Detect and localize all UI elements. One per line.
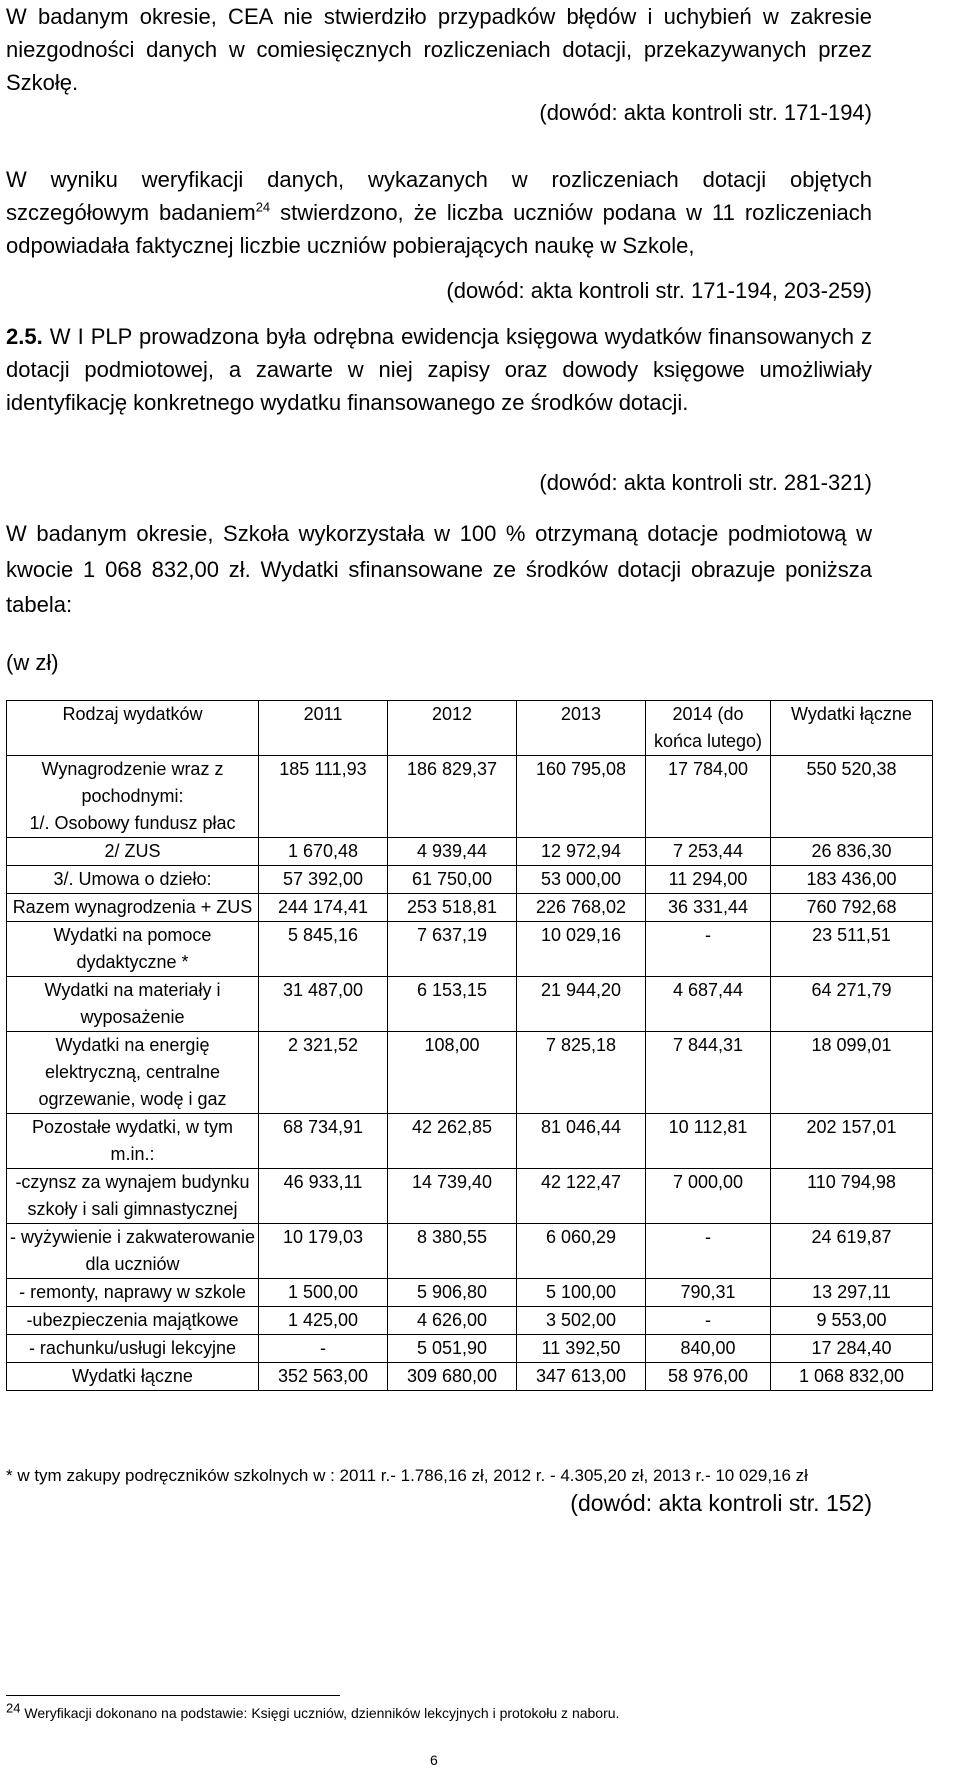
row-label-cell: - wyżywienie i zakwaterowanie dla uczniów bbox=[7, 1224, 259, 1279]
expenses-table bbox=[6, 700, 933, 1391]
table-row bbox=[7, 1363, 933, 1391]
row-label-cell: Wydatki na energię elektryczną, centralne ogrzewanie, wodę i gaz bbox=[7, 1032, 259, 1114]
value-cell: 1 068 832,00 bbox=[771, 1363, 933, 1391]
value-cell: 7 844,31 bbox=[646, 1032, 771, 1114]
table-header-cell: Wydatki łączne bbox=[771, 701, 933, 756]
value-cell: 21 944,20 bbox=[517, 977, 646, 1032]
value-cell: 347 613,00 bbox=[517, 1363, 646, 1391]
table-header-row bbox=[7, 701, 933, 756]
value-cell: 10 112,81 bbox=[646, 1114, 771, 1169]
row-label-cell: Pozostałe wydatki, w tym m.in.: bbox=[7, 1114, 259, 1169]
value-cell: 244 174,41 bbox=[259, 894, 388, 922]
value-cell: 186 829,37 bbox=[388, 756, 517, 838]
table-row bbox=[7, 1335, 933, 1363]
value-cell: - bbox=[646, 922, 771, 977]
row-label-cell: Wydatki na pomoce dydaktyczne * bbox=[7, 922, 259, 977]
table-row bbox=[7, 977, 933, 1032]
value-cell: 5 051,90 bbox=[388, 1335, 517, 1363]
table-header-cell: 2011 bbox=[259, 701, 388, 756]
paragraph-4: W badanym okresie, Szkoła wykorzystała w 100 % otrzymaną dotacje podmiotową w kwocie 1 068 832,00 zł. Wydatki sfinansowane ze środków dotacji obrazuje poniższa tabela: bbox=[6, 521, 872, 618]
table-header-cell: 2013 bbox=[517, 701, 646, 756]
table-row bbox=[7, 1032, 933, 1114]
value-cell: 81 046,44 bbox=[517, 1114, 646, 1169]
value-cell: 58 976,00 bbox=[646, 1363, 771, 1391]
value-cell: 550 520,38 bbox=[771, 756, 933, 838]
value-cell: 790,31 bbox=[646, 1279, 771, 1307]
evidence-2: (dowód: akta kontroli str. 171-194, 203-259) bbox=[446, 278, 872, 303]
table-row bbox=[7, 866, 933, 894]
paragraph-2-part-a: W wyniku weryfikacji danych, wykazanych w rozliczeniach dotacji objętych szczegółowym badaniem bbox=[6, 167, 872, 225]
table-row bbox=[7, 838, 933, 866]
row-label-cell: Wynagrodzenie wraz z pochodnymi: 1/. Osobowy fundusz płac bbox=[7, 756, 259, 838]
value-cell: 226 768,02 bbox=[517, 894, 646, 922]
evidence-3: (dowód: akta kontroli str. 281-321) bbox=[539, 470, 872, 495]
value-cell: 5 906,80 bbox=[388, 1279, 517, 1307]
value-cell: 253 518,81 bbox=[388, 894, 517, 922]
value-cell: 18 099,01 bbox=[771, 1032, 933, 1114]
value-cell: 24 619,87 bbox=[771, 1224, 933, 1279]
footnote-ref: 24 bbox=[255, 199, 271, 215]
value-cell: 202 157,01 bbox=[771, 1114, 933, 1169]
value-cell: 10 029,16 bbox=[517, 922, 646, 977]
value-cell: 7 253,44 bbox=[646, 838, 771, 866]
evidence-4: (dowód: akta kontroli str. 152) bbox=[570, 1490, 872, 1516]
paragraph-3 bbox=[6, 320, 872, 419]
value-cell: 57 392,00 bbox=[259, 866, 388, 894]
paragraph-2-part-b: stwierdzono, że liczba uczniów podana w 11 rozliczeniach odpowiadała faktycznej liczbie uczniów pobierających naukę w Szkole, bbox=[6, 200, 873, 258]
row-label-cell: - remonty, naprawy w szkole bbox=[7, 1279, 259, 1307]
value-cell: 5 845,16 bbox=[259, 922, 388, 977]
value-cell: 64 271,79 bbox=[771, 977, 933, 1032]
row-label-cell: -czynsz za wynajem budynku szkoły i sali gimnastycznej bbox=[7, 1169, 259, 1224]
value-cell: - bbox=[646, 1224, 771, 1279]
value-cell: 1 500,00 bbox=[259, 1279, 388, 1307]
table-row bbox=[7, 922, 933, 977]
value-cell: 108,00 bbox=[388, 1032, 517, 1114]
value-cell: 160 795,08 bbox=[517, 756, 646, 838]
value-cell: 26 836,30 bbox=[771, 838, 933, 866]
value-cell: 23 511,51 bbox=[771, 922, 933, 977]
value-cell: 5 100,00 bbox=[517, 1279, 646, 1307]
value-cell: 46 933,11 bbox=[259, 1169, 388, 1224]
row-label-cell: 3/. Umowa o dzieło: bbox=[7, 866, 259, 894]
value-cell: 110 794,98 bbox=[771, 1169, 933, 1224]
table-row bbox=[7, 1307, 933, 1335]
table-header-cell: Rodzaj wydatków bbox=[7, 701, 259, 756]
footnote-number: 24 bbox=[6, 1700, 21, 1716]
value-cell: 11 392,50 bbox=[517, 1335, 646, 1363]
table-header-cell: 2012 bbox=[388, 701, 517, 756]
value-cell: 840,00 bbox=[646, 1335, 771, 1363]
value-cell: 3 502,00 bbox=[517, 1307, 646, 1335]
paragraph-3-text: W I PLP prowadzona była odrębna ewidencja księgowa wydatków finansowanych z dotacji podmiotowej, a zawarte w niej zapisy oraz dowody księgowe umożliwiały identyfikację konkretnego wydatku finansowanego ze środków dotacji. bbox=[6, 324, 872, 415]
value-cell: 2 321,52 bbox=[259, 1032, 388, 1114]
row-label-cell: Wydatki na materiały i wyposażenie bbox=[7, 977, 259, 1032]
row-label-cell: -ubezpieczenia majątkowe bbox=[7, 1307, 259, 1335]
table-row bbox=[7, 1279, 933, 1307]
value-cell: 42 262,85 bbox=[388, 1114, 517, 1169]
value-cell: 4 626,00 bbox=[388, 1307, 517, 1335]
table-row bbox=[7, 1114, 933, 1169]
value-cell: 352 563,00 bbox=[259, 1363, 388, 1391]
value-cell: 8 380,55 bbox=[388, 1224, 517, 1279]
value-cell: 9 553,00 bbox=[771, 1307, 933, 1335]
row-label-cell: 2/ ZUS bbox=[7, 838, 259, 866]
value-cell: 1 670,48 bbox=[259, 838, 388, 866]
footnote bbox=[6, 1700, 620, 1721]
value-cell: 183 436,00 bbox=[771, 866, 933, 894]
table-row bbox=[7, 756, 933, 838]
value-cell: 17 284,40 bbox=[771, 1335, 933, 1363]
paragraph-1: W badanym okresie, CEA nie stwierdziło przypadków błędów i uchybień w zakresie niezgodności danych w comiesięcznych rozliczeniach dotacji, przekazywanych przez Szkołę. bbox=[6, 4, 872, 95]
table-row bbox=[7, 1224, 933, 1279]
table-header-cell: 2014 (do końca lutego) bbox=[646, 701, 771, 756]
table-row bbox=[7, 1169, 933, 1224]
value-cell: 1 425,00 bbox=[259, 1307, 388, 1335]
value-cell: 7 000,00 bbox=[646, 1169, 771, 1224]
value-cell: 10 179,03 bbox=[259, 1224, 388, 1279]
value-cell: 6 060,29 bbox=[517, 1224, 646, 1279]
evidence-1: (dowód: akta kontroli str. 171-194) bbox=[539, 100, 872, 125]
paragraph-2 bbox=[6, 163, 872, 262]
row-label-cell: - rachunku/usługi lekcyjne bbox=[7, 1335, 259, 1363]
value-cell: 309 680,00 bbox=[388, 1363, 517, 1391]
value-cell: 36 331,44 bbox=[646, 894, 771, 922]
row-label-cell: Wydatki łączne bbox=[7, 1363, 259, 1391]
value-cell: 68 734,91 bbox=[259, 1114, 388, 1169]
value-cell: 61 750,00 bbox=[388, 866, 517, 894]
value-cell: - bbox=[259, 1335, 388, 1363]
table-row bbox=[7, 894, 933, 922]
value-cell: 42 122,47 bbox=[517, 1169, 646, 1224]
value-cell: 11 294,00 bbox=[646, 866, 771, 894]
value-cell: 14 739,40 bbox=[388, 1169, 517, 1224]
table-note: * w tym zakupy podręczników szkolnych w : 2011 r.- 1.786,16 zł, 2012 r. - 4.305,20 zł, 2013 r.- 10 029,16 zł bbox=[6, 1466, 808, 1485]
value-cell: 4 687,44 bbox=[646, 977, 771, 1032]
value-cell: 31 487,00 bbox=[259, 977, 388, 1032]
value-cell: 7 825,18 bbox=[517, 1032, 646, 1114]
footnote-text: Weryfikacji dokonano na podstawie: Księgi uczniów, dzienników lekcyjnych i protokołu z naboru. bbox=[20, 1705, 620, 1721]
page-number: 6 bbox=[430, 1752, 438, 1768]
value-cell: 760 792,68 bbox=[771, 894, 933, 922]
value-cell: 4 939,44 bbox=[388, 838, 517, 866]
value-cell: 13 297,11 bbox=[771, 1279, 933, 1307]
value-cell: 53 000,00 bbox=[517, 866, 646, 894]
value-cell: 12 972,94 bbox=[517, 838, 646, 866]
unit-label: (w zł) bbox=[6, 650, 59, 675]
footnote-divider bbox=[6, 1695, 340, 1696]
row-label-cell: Razem wynagrodzenia + ZUS bbox=[7, 894, 259, 922]
value-cell: 7 637,19 bbox=[388, 922, 517, 977]
value-cell: - bbox=[646, 1307, 771, 1335]
value-cell: 17 784,00 bbox=[646, 756, 771, 838]
value-cell: 6 153,15 bbox=[388, 977, 517, 1032]
value-cell: 185 111,93 bbox=[259, 756, 388, 838]
section-number: 2.5. bbox=[6, 324, 43, 349]
